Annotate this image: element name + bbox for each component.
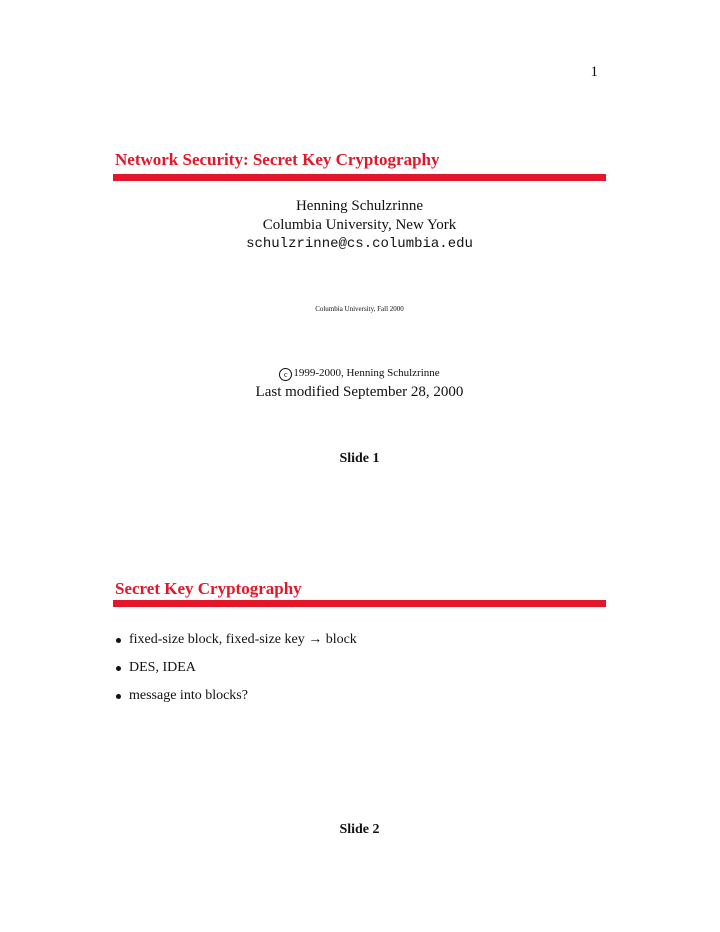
copyright-line (113, 367, 606, 381)
page-number: 1 (590, 64, 598, 80)
slide-1-title-bar (113, 174, 606, 181)
list-item (115, 632, 357, 660)
copyright-text: 1999-2000, Henning Schulzrinne (293, 367, 440, 379)
slide-2-label: Slide 2 (339, 822, 380, 837)
bullet-text: message into blocks? (129, 688, 248, 703)
bullet-text: fixed-size block, fixed-size key → block (129, 632, 357, 647)
course-label: Columbia University, Fall 2000 (315, 305, 404, 313)
bullet-icon (116, 638, 121, 643)
list-item (115, 660, 357, 688)
slide-2-title-bar (113, 600, 606, 607)
slide-1-title: Network Security: Secret Key Cryptography (115, 150, 440, 169)
bullet-list (115, 632, 357, 716)
bullet-text: DES, IDEA (129, 660, 196, 675)
copyright-icon: c (279, 368, 292, 381)
author-block (113, 197, 606, 254)
author-email: schulzrinne@cs.columbia.edu (246, 236, 473, 252)
bullet-icon (116, 666, 121, 671)
author-name: Henning Schulzrinne (295, 198, 424, 214)
slide-1-label: Slide 1 (339, 451, 380, 466)
slide-2-title: Secret Key Cryptography (115, 579, 302, 598)
author-affiliation: Columbia University, New York (262, 217, 457, 233)
last-modified: Last modified September 28, 2000 (255, 384, 464, 400)
list-item (115, 688, 357, 716)
bullet-icon (116, 694, 121, 699)
